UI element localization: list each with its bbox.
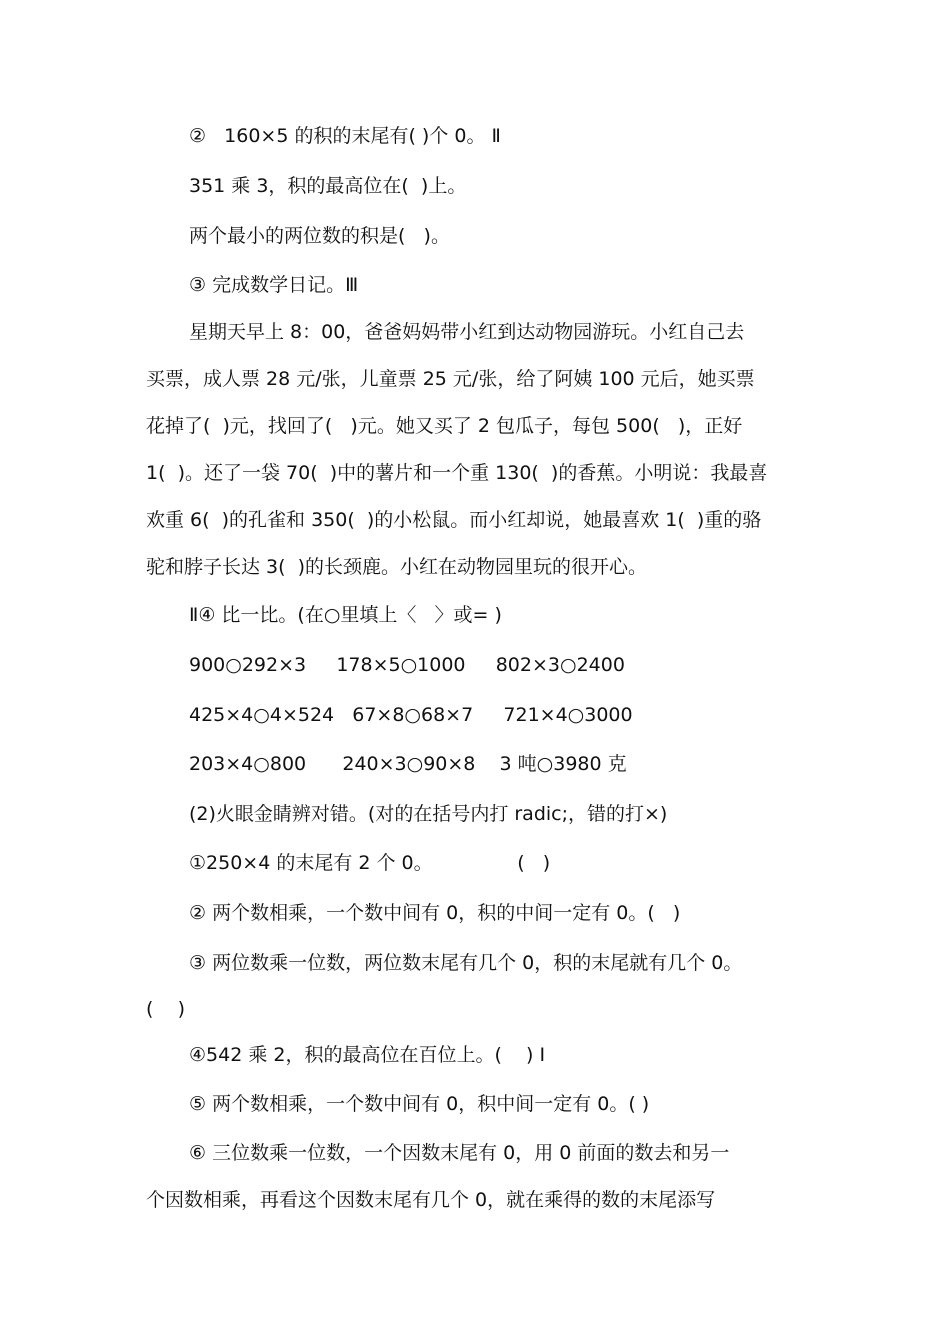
text-line-8: 1( )。还了一袋 70( )中的薯片和一个重 130( )的香蕉。小明说：我最喜 bbox=[146, 462, 768, 484]
text-line-11: Ⅱ④ 比一比。(在○里填上〈 〉或= ) bbox=[189, 604, 502, 626]
text-line-6: 买票，成人票 28 元/张，儿童票 25 元/张，给了阿姨 100 元后，她买票 bbox=[146, 368, 755, 390]
text-line-14: 203×4○800 240×3○90×8 3 吨○3980 克 bbox=[189, 753, 627, 775]
text-line-17: ② 两个数相乘，一个数中间有 0，积的中间一定有 0。( ) bbox=[189, 902, 681, 924]
text-line-13: 425×4○4×524 67×8○68×7 721×4○3000 bbox=[189, 704, 633, 726]
text-line-21: ⑤ 两个数相乘，一个数中间有 0，积中间一定有 0。( ) bbox=[189, 1093, 650, 1115]
text-line-10: 驼和脖子长达 3( )的长颈鹿。小红在动物园里玩的很开心。 bbox=[146, 556, 648, 578]
text-line-16: ①250×4 的末尾有 2 个 0。 ( ) bbox=[189, 852, 551, 874]
text-line-15: (2)火眼金睛辨对错。(对的在括号内打 radic;，错的打×) bbox=[189, 803, 668, 825]
text-line-20: ④542 乘 2，积的最高位在百位上。( ) Ⅰ bbox=[189, 1044, 546, 1066]
text-line-22: ⑥ 三位数乘一位数，一个因数末尾有 0，用 0 前面的数去和另一 bbox=[189, 1142, 730, 1164]
text-line-1: ② 160×5 的积的末尾有( )个 0。 Ⅱ bbox=[189, 125, 501, 147]
text-line-19: ( ) bbox=[146, 998, 185, 1020]
text-line-2: 351 乘 3，积的最高位在( )上。 bbox=[189, 175, 467, 197]
text-line-5: 星期天早上 8：00，爸爸妈妈带小红到达动物园游玩。小红自己去 bbox=[189, 321, 745, 343]
text-line-3: 两个最小的两位数的积是( )。 bbox=[189, 225, 450, 247]
text-line-18: ③ 两位数乘一位数，两位数末尾有几个 0，积的末尾就有几个 0。 bbox=[189, 952, 743, 974]
text-line-9: 欢重 6( )的孔雀和 350( )的小松鼠。而小红却说，她最喜欢 1( )重的骆 bbox=[146, 509, 762, 531]
text-line-12: 900○292×3 178×5○1000 802×3○2400 bbox=[189, 654, 625, 676]
text-line-7: 花掉了( )元，找回了( )元。她又买了 2 包瓜子，每包 500( )，正好 bbox=[146, 415, 743, 437]
text-line-4: ③ 完成数学日记。Ⅲ bbox=[189, 274, 359, 296]
text-line-23: 个因数相乘，再看这个因数末尾有几个 0，就在乘得的数的末尾添写 bbox=[146, 1189, 716, 1211]
